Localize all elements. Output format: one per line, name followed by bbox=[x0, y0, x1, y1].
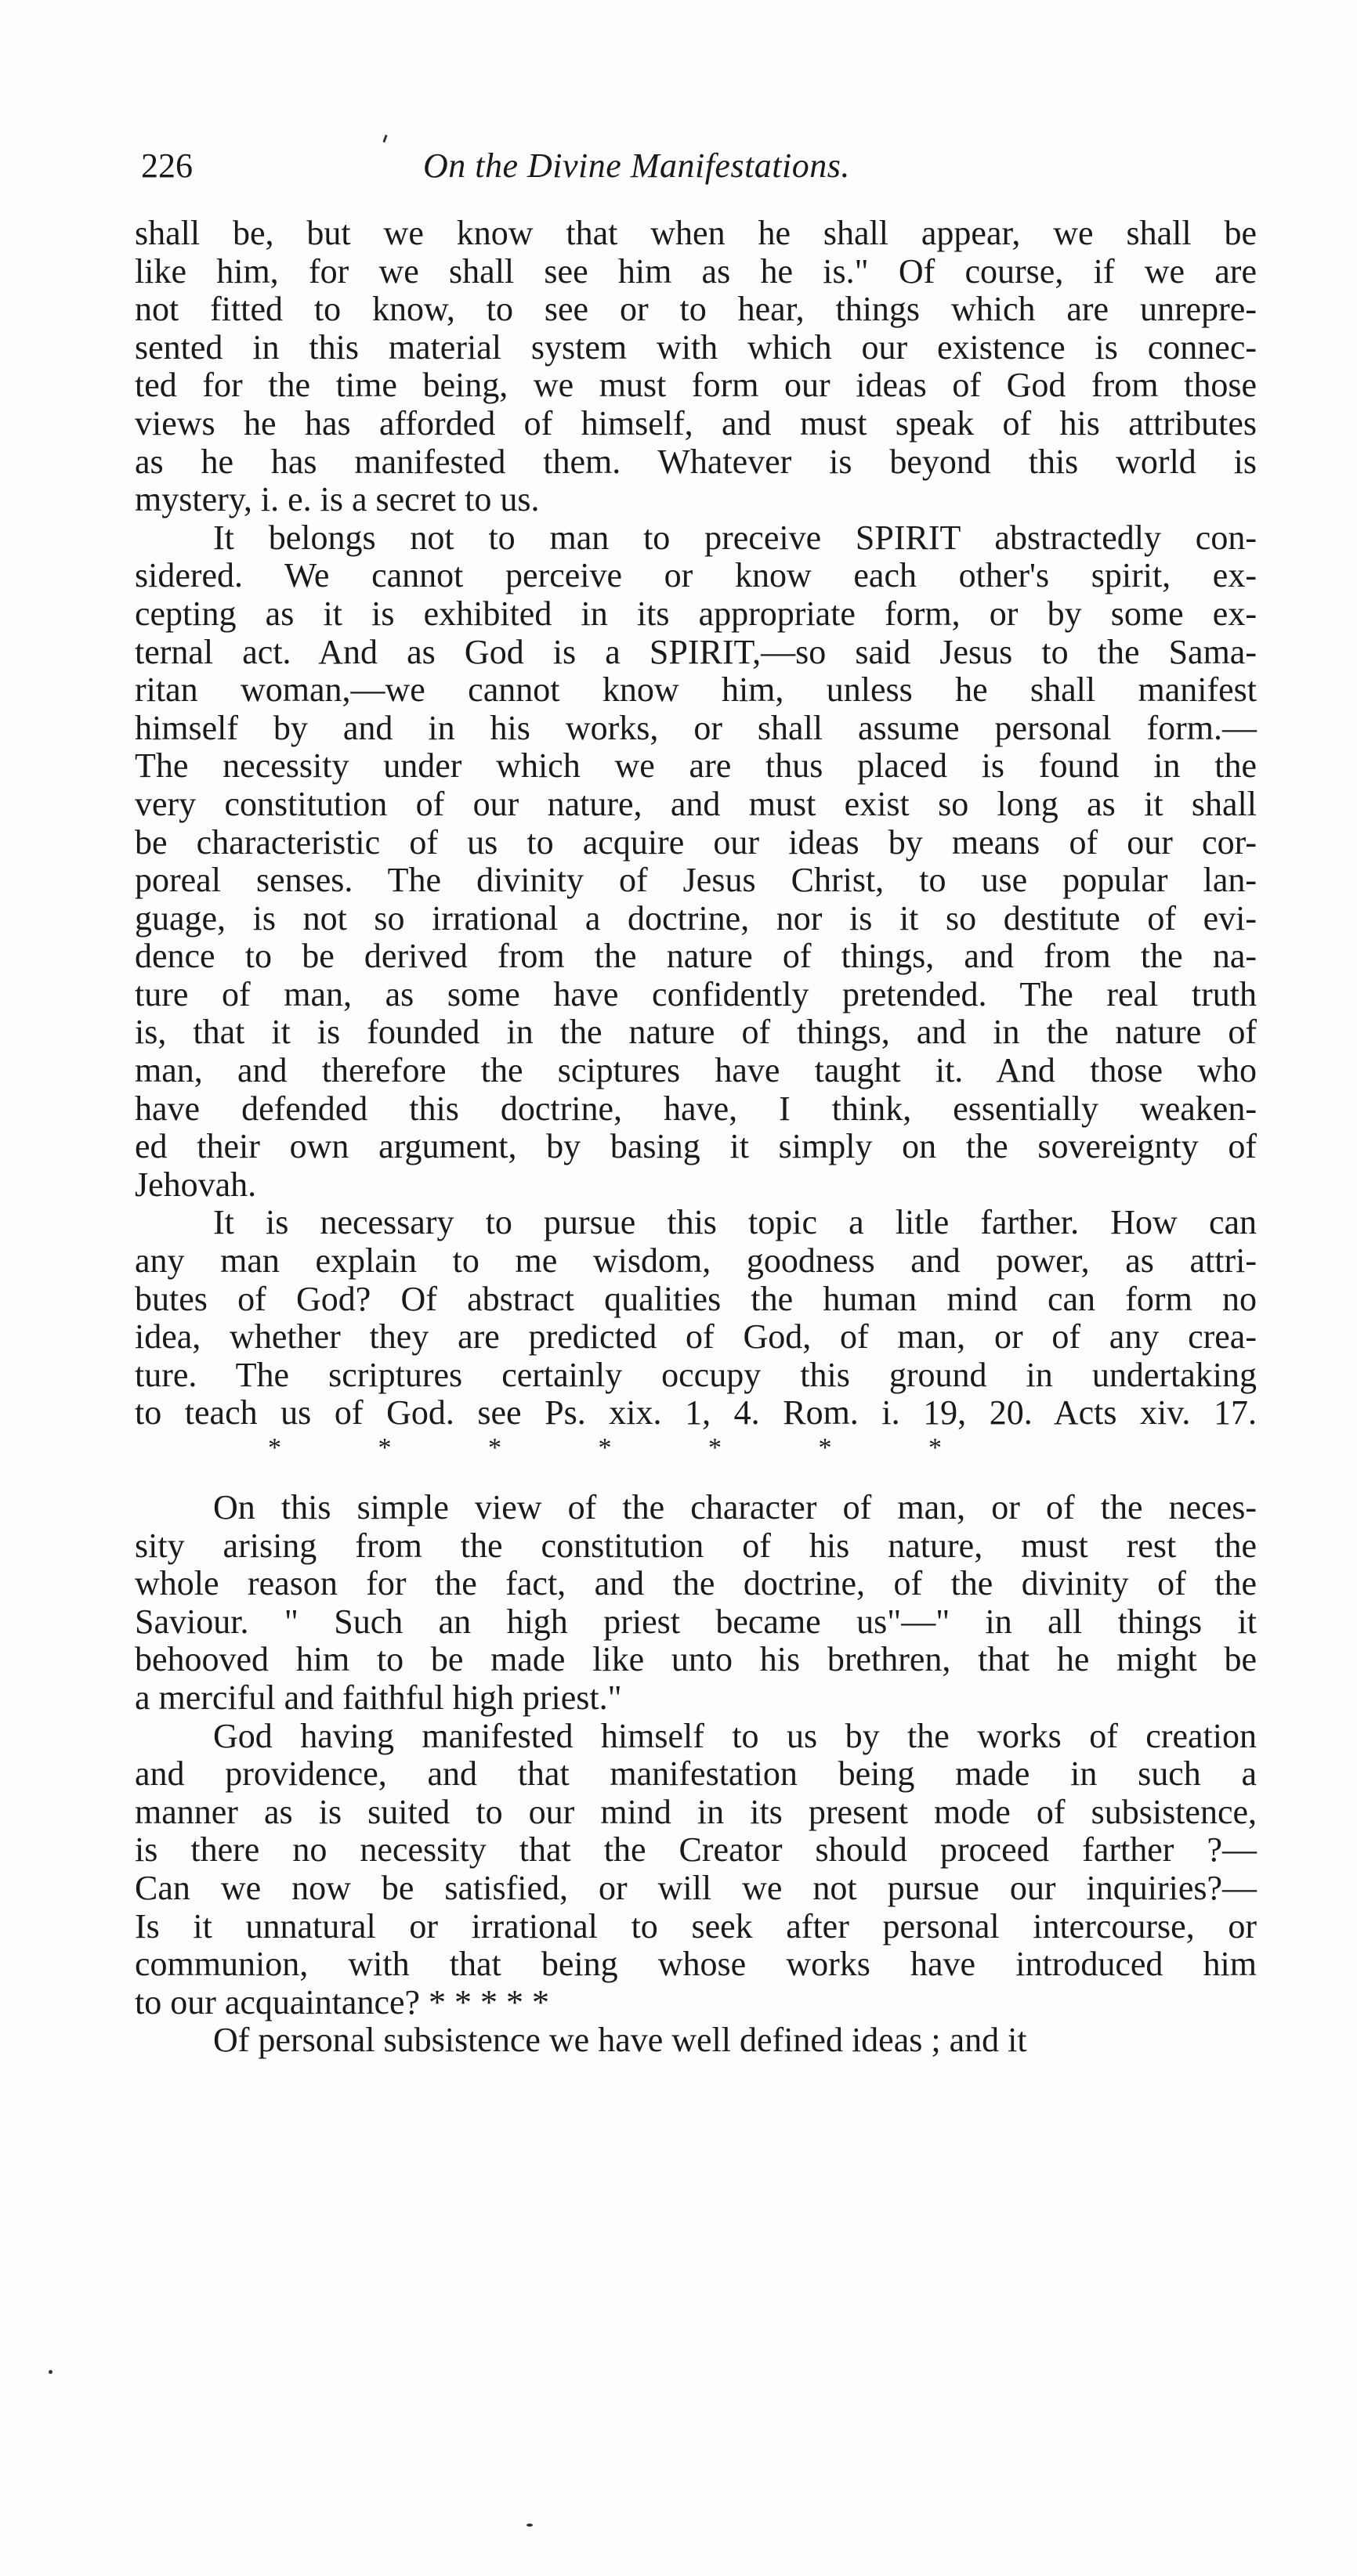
text-line: butes of God? Of abstract qualities the human mind can form no bbox=[135, 1279, 1257, 1318]
page-number: 226 bbox=[141, 146, 193, 185]
scan-speck bbox=[382, 135, 387, 143]
text-line: Saviour. " Such an high priest became us"—" in all things it bbox=[135, 1602, 1257, 1641]
paragraph bbox=[135, 215, 1257, 519]
text-line: sented in this material system with which our existence is connec- bbox=[135, 327, 1257, 367]
asterism-divider: * * * * * * * bbox=[268, 1433, 942, 1462]
paragraph bbox=[135, 519, 1257, 1205]
text-line: be characteristic of us to acquire our ideas by means of our cor- bbox=[135, 822, 1257, 862]
text-line: shall be, but we know that when he shall appear, we shall be bbox=[135, 214, 1257, 252]
text-line: ted for the time being, we must form our ideas of God from those bbox=[135, 366, 1257, 405]
text-line: idea, whether they are predicted of God, of man, or of any crea- bbox=[135, 1317, 1257, 1357]
text-line: have defended this doctrine, have, I think, essentially weaken- bbox=[135, 1089, 1257, 1128]
text-line: is there no necessity that the Creator should proceed farther ?— bbox=[135, 1830, 1257, 1870]
text-line: man, and therefore the sciptures have taught it. And those who bbox=[135, 1051, 1257, 1090]
text-line: ture. The scriptures certainly occupy this ground in undertaking bbox=[135, 1355, 1257, 1394]
paragraph bbox=[135, 1718, 1257, 2022]
text-line: It is necessary to pursue this topic a litle farther. How can bbox=[213, 1203, 1257, 1242]
text-line: to teach us of God. see Ps. xix. 1, 4. Rom. i. 19, 20. Acts xiv. 17. bbox=[135, 1393, 1257, 1433]
text-line: and providence, and that manifestation being made in such a bbox=[135, 1754, 1257, 1794]
paragraph bbox=[135, 1204, 1257, 1433]
scan-speck bbox=[49, 2370, 52, 2374]
text-line: to our acquaintance? * * * * * bbox=[135, 1982, 550, 2021]
text-line: Of personal subsistence we have well defined ideas ; and it bbox=[213, 2021, 1027, 2060]
text-line: ritan woman,—we cannot know him, unless he shall manifest bbox=[135, 670, 1257, 710]
text-line: manner as is suited to our mind in its present mode of subsistence, bbox=[135, 1792, 1257, 1831]
text-line: ed their own argument, by basing it simply on the sovereignty of bbox=[135, 1127, 1257, 1166]
body-text bbox=[135, 215, 1257, 2060]
text-line: dence to be derived from the nature of things, and from the na- bbox=[135, 937, 1257, 976]
text-line: views he has afforded of himself, and must speak of his attributes bbox=[135, 403, 1257, 443]
text-line: On this simple view of the character of man, or of the neces- bbox=[213, 1488, 1257, 1526]
text-line: cepting as it is exhibited in its appropriate form, or by some ex- bbox=[135, 594, 1257, 633]
text-line: mystery, i. e. is a secret to us. bbox=[135, 480, 540, 519]
text-line: Jehovah. bbox=[135, 1165, 257, 1204]
paragraph bbox=[135, 1489, 1257, 1718]
text-line: not fitted to know, to see or to hear, things which are unrepre- bbox=[135, 290, 1257, 329]
text-line: very constitution of our nature, and must exist so long as it shall bbox=[135, 784, 1257, 823]
text-line: as he has manifested them. Whatever is beyond this world is bbox=[135, 442, 1257, 481]
running-head bbox=[141, 146, 1254, 190]
text-line: It belongs not to man to preceive SPIRIT abstractedly con- bbox=[213, 518, 1257, 557]
text-line: behooved him to be made like unto his brethren, that he might be bbox=[135, 1640, 1257, 1679]
text-line: The necessity under which we are thus placed is found in the bbox=[135, 746, 1257, 786]
running-title: On the Divine Manifestations. bbox=[423, 146, 850, 185]
text-line: ternal act. And as God is a SPIRIT,—so said Jesus to the Sama- bbox=[135, 632, 1257, 671]
text-line: communion, with that being whose works have introduced him bbox=[135, 1945, 1257, 1984]
text-line: Is it unnatural or irrational to seek after personal intercourse, or bbox=[135, 1906, 1257, 1946]
text-line: is, that it is founded in the nature of things, and in the nature of bbox=[135, 1013, 1257, 1052]
text-line: Can we now be satisfied, or will we not pursue our inquiries?— bbox=[135, 1868, 1257, 1907]
text-line: sity arising from the constitution of his nature, must rest the bbox=[135, 1526, 1257, 1565]
text-line: whole reason for the fact, and the doctrine, of the divinity of the bbox=[135, 1564, 1257, 1603]
scan-speck bbox=[527, 2524, 533, 2527]
text-line: ture of man, as some have confidently pretended. The real truth bbox=[135, 974, 1257, 1013]
text-line: sidered. We cannot perceive or know each other's spirit, ex- bbox=[135, 556, 1257, 595]
paragraph bbox=[135, 2021, 1257, 2060]
text-line: any man explain to me wisdom, goodness and power, as attri- bbox=[135, 1241, 1257, 1281]
text-line: himself by and in his works, or shall assume personal form.— bbox=[135, 708, 1257, 747]
text-line: like him, for we shall see him as he is." Of course, if we are bbox=[135, 251, 1257, 291]
text-line: poreal senses. The divinity of Jesus Christ, to use popular lan- bbox=[135, 861, 1257, 900]
text-line: guage, is not so irrational a doctrine, nor is it so destitute of evi- bbox=[135, 898, 1257, 938]
text-line: God having manifested himself to us by the works of creation bbox=[213, 1716, 1257, 1755]
text-line: a merciful and faithful high priest." bbox=[135, 1678, 622, 1717]
